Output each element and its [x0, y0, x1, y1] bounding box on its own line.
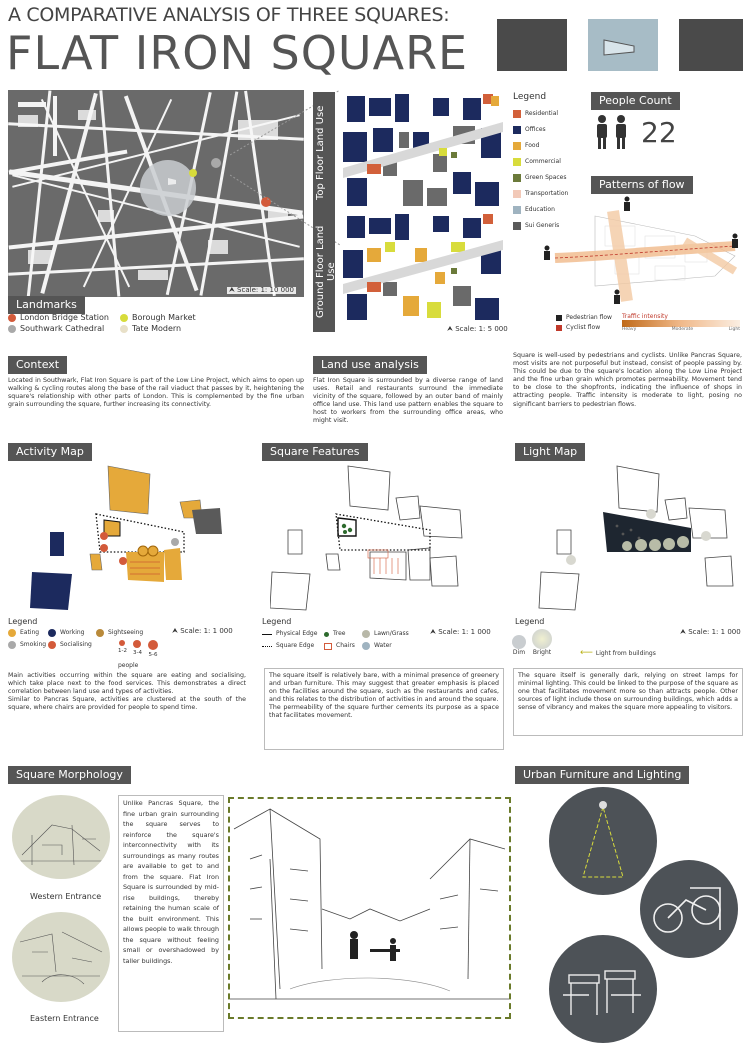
features-scale: ⮝ Scale: 1: 1 000	[430, 628, 491, 636]
legend-item: Green Spaces	[513, 170, 591, 186]
people-count-value: 22	[641, 116, 677, 149]
activity-size-label: people	[118, 662, 139, 669]
size-medium: 3-4	[133, 640, 142, 658]
size-dot-icon	[119, 640, 125, 646]
landmarks-heading: Landmarks	[8, 296, 85, 314]
size-large: 5-6	[148, 640, 158, 658]
legend-item: Food	[513, 138, 591, 154]
activity-sizes	[118, 640, 158, 658]
flow-heading: Patterns of flow	[591, 176, 693, 194]
top-floor-map	[343, 92, 503, 210]
legend-item: Working	[48, 628, 96, 638]
light-legend	[512, 629, 552, 656]
scale-arrow-icon: ⮝	[172, 627, 178, 635]
swatch	[513, 190, 521, 198]
scale-arrow-icon: ⮝	[680, 628, 686, 636]
light-text: The square itself is generally dark, relying on street lamps for minimal lighting. This could be linked to the purpose of the square as one that facilitates movement more so than attracts people. Other sources of light include those on surrounding buildings, which adds a sense of vibrancy and makes the square more appealing to visitors.	[518, 672, 738, 712]
eastern-entrance-label: Eastern Entrance	[30, 1014, 99, 1023]
square-sketch	[228, 797, 511, 1019]
scale-arrow-icon: ⮝	[430, 628, 436, 636]
working-icon	[48, 629, 56, 637]
flow-diagram	[535, 196, 743, 308]
legend-item: Socialising	[48, 640, 96, 650]
swatch	[513, 110, 521, 118]
tree-icon	[324, 632, 329, 637]
context-text: Located in Southwark, Flat Iron Square is part of the Low Line Project, which aims to open up walking & cycling routes along the base of the rail viaduct that passes by it, heightening the square's relationship with other parts of London. This is complemented by the fine urban grain surrounding the square, further increasing its connectivity.	[8, 377, 304, 409]
features-text: The square itself is relatively bare, with a minimal presence of greenery and urban furniture. This may suggest that greater emphasis is placed on the facilities around the square, such as the restaurants and cafes, and this relates to the distribution of activities in and around the square. The permeability of the square further cements its purpose as a space that facilitates movement.	[269, 672, 499, 720]
legend-item: Square Edge	[262, 641, 324, 651]
legend-item: Pedestrian flow	[556, 313, 612, 323]
flow-text: Square is well-used by pedestrians and cyclists. Unlike Pancras Square, most visits are not purposeful but instead, consist of people passing by. This could be due to the square's location along the Low Line Project and the fine urban grain which promotes permeability. Movement tend to be close to the shopfronts, indicating the influence of shops in attracting people. Traffic intensity is moderate to light, posing no significant barriers to pedestrian flows.	[513, 352, 742, 408]
swatch	[513, 206, 521, 214]
legend-item: Commercial	[513, 154, 591, 170]
legend-item: Smoking	[8, 640, 48, 650]
landmark-dot-icon	[8, 325, 16, 333]
intensity-bar	[622, 320, 740, 327]
swatch	[513, 158, 521, 166]
light-text-box	[513, 668, 743, 736]
features-heading: Square Features	[262, 443, 368, 461]
people-icon	[592, 114, 632, 150]
morphology-text-box	[118, 795, 224, 1032]
water-icon	[362, 642, 370, 650]
activity-heading: Activity Map	[8, 443, 92, 461]
size-dot-icon	[148, 640, 158, 650]
lawn-icon	[362, 630, 370, 638]
legend-item: Eating	[8, 628, 48, 638]
activity-scale: ⮝ Scale: 1: 1 000	[172, 627, 233, 635]
swatch	[513, 126, 521, 134]
legend-item: Chairs	[324, 641, 362, 651]
legend-item: Physical Edge	[262, 629, 324, 639]
scale-arrow-icon: ⮝	[228, 286, 235, 294]
legend-item: Offices	[513, 122, 591, 138]
landmarks-legend	[8, 313, 228, 334]
activity-map	[20, 462, 250, 612]
dim-light-icon	[512, 635, 526, 649]
light-scale: ⮝ Scale: 1: 1 000	[680, 628, 741, 636]
swatch	[513, 142, 521, 150]
size-small: 1-2	[118, 640, 127, 658]
activity-legend-title: Legend	[8, 617, 38, 626]
street-lamp-photo	[549, 787, 657, 895]
western-entrance-label: Western Entrance	[30, 892, 102, 901]
legend-item: Sightseeing	[96, 628, 156, 638]
traffic-intensity: Traffic intensity Heavy Moderate Light	[622, 313, 740, 332]
landmark-dot-icon	[8, 314, 16, 322]
legend-item: Cyclist flow	[556, 323, 612, 333]
sightseeing-icon	[96, 629, 104, 637]
page-title: FLAT IRON SQUARE	[6, 26, 469, 80]
western-entrance-sketch	[12, 795, 110, 879]
activity-text: Main activities occurring within the square are eating and socialising, which take place next to the food services. This demonstrates a direct correlation between land use and types of activities. Similar to Pancras Square, activities are clustered at the south of the square, where chairs are provided for people to spend time.	[8, 672, 246, 712]
legend-item: Education	[513, 202, 591, 218]
legend-item: Residential	[513, 106, 591, 122]
people-count-heading: People Count	[591, 92, 680, 110]
bike-rack-photo	[640, 860, 738, 958]
swatch	[556, 325, 562, 331]
top-floor-label: Top Floor Land Use	[313, 92, 335, 214]
light-arrow-legend: ⟵ Light from buildings	[580, 648, 656, 658]
features-legend	[262, 629, 422, 651]
legend-item: Lawn/Grass	[362, 629, 420, 639]
features-text-box	[264, 668, 504, 750]
square-edge-icon	[262, 646, 272, 647]
socialising-icon	[48, 641, 56, 649]
legend-item: Sui Generis	[513, 218, 591, 234]
features-legend-title: Legend	[262, 617, 292, 626]
landmark-item: London Bridge Station	[8, 313, 120, 323]
morphology-text: Unlike Pancras Square, the fine urban grain surrounding the square serves to reinforce the square's interconnectivity with its surroundings as many routes are available to get to and from the square. Flat Iron Square is surrounded by mid-rise buildings, thereby retaining the human scale of the built environment. This allows people to walk through the square without feeling small or overshadowed by taller buildings.	[123, 799, 219, 965]
swatch	[513, 222, 521, 230]
header-box-2	[588, 19, 658, 71]
bright-light-icon	[532, 629, 552, 649]
swatch	[513, 174, 521, 182]
dim-legend: Dim	[512, 635, 526, 656]
light-heading: Light Map	[515, 443, 585, 461]
light-legend-title: Legend	[515, 617, 545, 626]
landmark-item: Southwark Cathedral	[8, 324, 120, 334]
ground-floor-map	[343, 212, 503, 324]
light-map	[525, 462, 743, 612]
context-heading: Context	[8, 356, 67, 374]
furniture-heading: Urban Furniture and Lighting	[515, 766, 689, 784]
chairs-icon	[324, 643, 332, 650]
landmark-dot-icon	[120, 314, 128, 322]
header-box-1	[497, 19, 567, 71]
landmark-item: Borough Market	[120, 313, 228, 323]
landuse-scale: ⮝ Scale: 1: 5 000	[447, 325, 508, 333]
chairs-photo	[549, 935, 657, 1043]
legend-item: Transportation	[513, 186, 591, 202]
smoking-icon	[8, 641, 16, 649]
eating-icon	[8, 629, 16, 637]
landmark-dot-icon	[120, 325, 128, 333]
bright-legend: Bright	[532, 629, 552, 656]
morphology-heading: Square Morphology	[8, 766, 131, 784]
ground-floor-label: Ground Floor Land Use	[313, 212, 335, 332]
legend-item: Tree	[324, 629, 362, 639]
size-dot-icon	[133, 640, 141, 648]
arrow-left-icon: ⟵	[580, 648, 593, 658]
features-map	[270, 462, 500, 612]
swatch	[556, 315, 562, 321]
physical-edge-icon	[262, 634, 272, 635]
context-map-scale: Scale: 1: 10 000	[237, 286, 294, 294]
landmark-item: Tate Modern	[120, 324, 228, 334]
eastern-entrance-sketch	[12, 912, 110, 1002]
legend-item: Water	[362, 641, 420, 651]
header-box-3	[679, 19, 743, 71]
title-small: A COMPARATIVE ANALYSIS OF THREE SQUARES:	[8, 4, 450, 26]
flow-legend	[556, 313, 612, 333]
scale-arrow-icon: ⮝	[447, 325, 453, 333]
landuse-heading: Land use analysis	[313, 356, 427, 374]
landuse-legend-title: Legend	[513, 92, 547, 102]
landuse-text: Flat Iron Square is surrounded by a diverse range of land uses. Retail and restaurants surround the immediate vicinity of the square, followed by an outer band of mainly office land use. This land use pattern enables the square to host to workers from the surrounding office areas, who might visit.	[313, 377, 503, 425]
